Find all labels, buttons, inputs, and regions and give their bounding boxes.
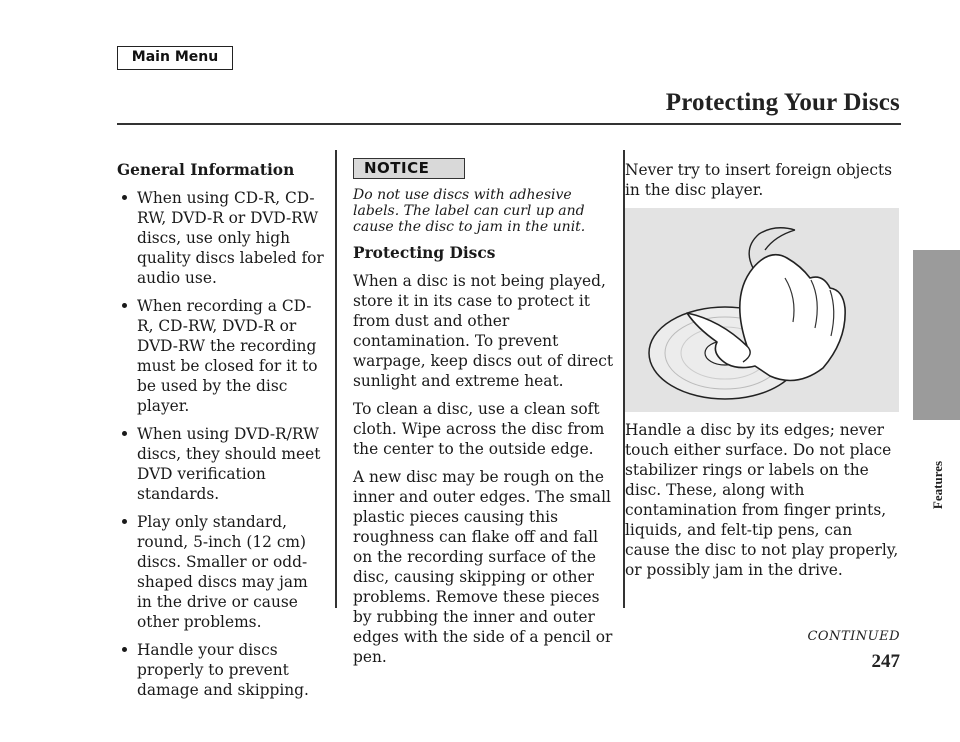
list-item: Play only standard, round, 5-inch (12 cm) discs. Smaller or odd-shaped discs may jam in the drive or cause other problems. (117, 512, 327, 632)
list-item: Handle your discs properly to prevent damage and skipping. (117, 640, 327, 700)
section-label (918, 420, 958, 550)
disc-illustration (625, 208, 899, 412)
page-number: 247 (871, 651, 900, 672)
paragraph: When a disc is not being played, store it in its case to protect it from dust and other contamination. To prevent warpage, keep discs out of direct sunlight and extreme heat. (353, 272, 614, 390)
list-item: When using CD-R, CD-RW, DVD-R or DVD-RW discs, use only high quality discs labeled for audio use. (117, 188, 327, 288)
bullet-icon (122, 195, 127, 200)
notice-badge: NOTICE (353, 158, 465, 179)
title-rule (117, 123, 901, 125)
paragraph: To clean a disc, use a clean soft cloth. Wipe across the disc from the center to the outside edge. (353, 400, 605, 458)
column-general-information (117, 160, 327, 708)
bullet-icon (122, 647, 127, 652)
general-information-heading: General Information (117, 161, 295, 179)
paragraph: Never try to insert foreign objects in the disc player. (625, 161, 893, 199)
notice-text: Do not use discs with adhesive labels. The label can curl up and cause the disc to jam in the unit. (353, 187, 586, 235)
list-item: When recording a CD-R, CD-RW, DVD-R or DVD-RW the recording must be closed for it to be used by the disc player. (117, 296, 327, 416)
main-menu-button[interactable]: Main Menu (117, 46, 233, 70)
bullet-icon (122, 431, 127, 436)
bullet-icon (122, 519, 127, 524)
protecting-discs-heading: Protecting Discs (353, 244, 496, 262)
section-label-text: Features (930, 460, 946, 510)
general-information-list (117, 188, 327, 700)
hand-holding-disc-icon (625, 208, 899, 412)
column-handling (625, 160, 901, 588)
page-title: Protecting Your Discs (665, 89, 900, 116)
column-protecting-discs (353, 158, 615, 675)
column-divider-left (335, 150, 337, 608)
bullet-icon (122, 303, 127, 308)
list-item: When using DVD-R/RW discs, they should meet DVD verification standards. (117, 424, 327, 504)
section-tab (913, 250, 960, 420)
paragraph: Handle a disc by its edges; never touch either surface. Do not place stabilizer rings or labels on the disc. These, along with contamination from finger prints, liquids, and felt-tip pens, can cause the disc to not play properly, or possibly jam in the drive. (625, 421, 899, 579)
continued-label: CONTINUED (807, 629, 900, 644)
paragraph: A new disc may be rough on the inner and outer edges. The small plastic pieces causing this roughness can flake off and fall on the recording surface of the disc, causing skipping or other problems. Remove these pieces by rubbing the inner and outer edges with the side of a pencil or pen. (353, 468, 613, 666)
